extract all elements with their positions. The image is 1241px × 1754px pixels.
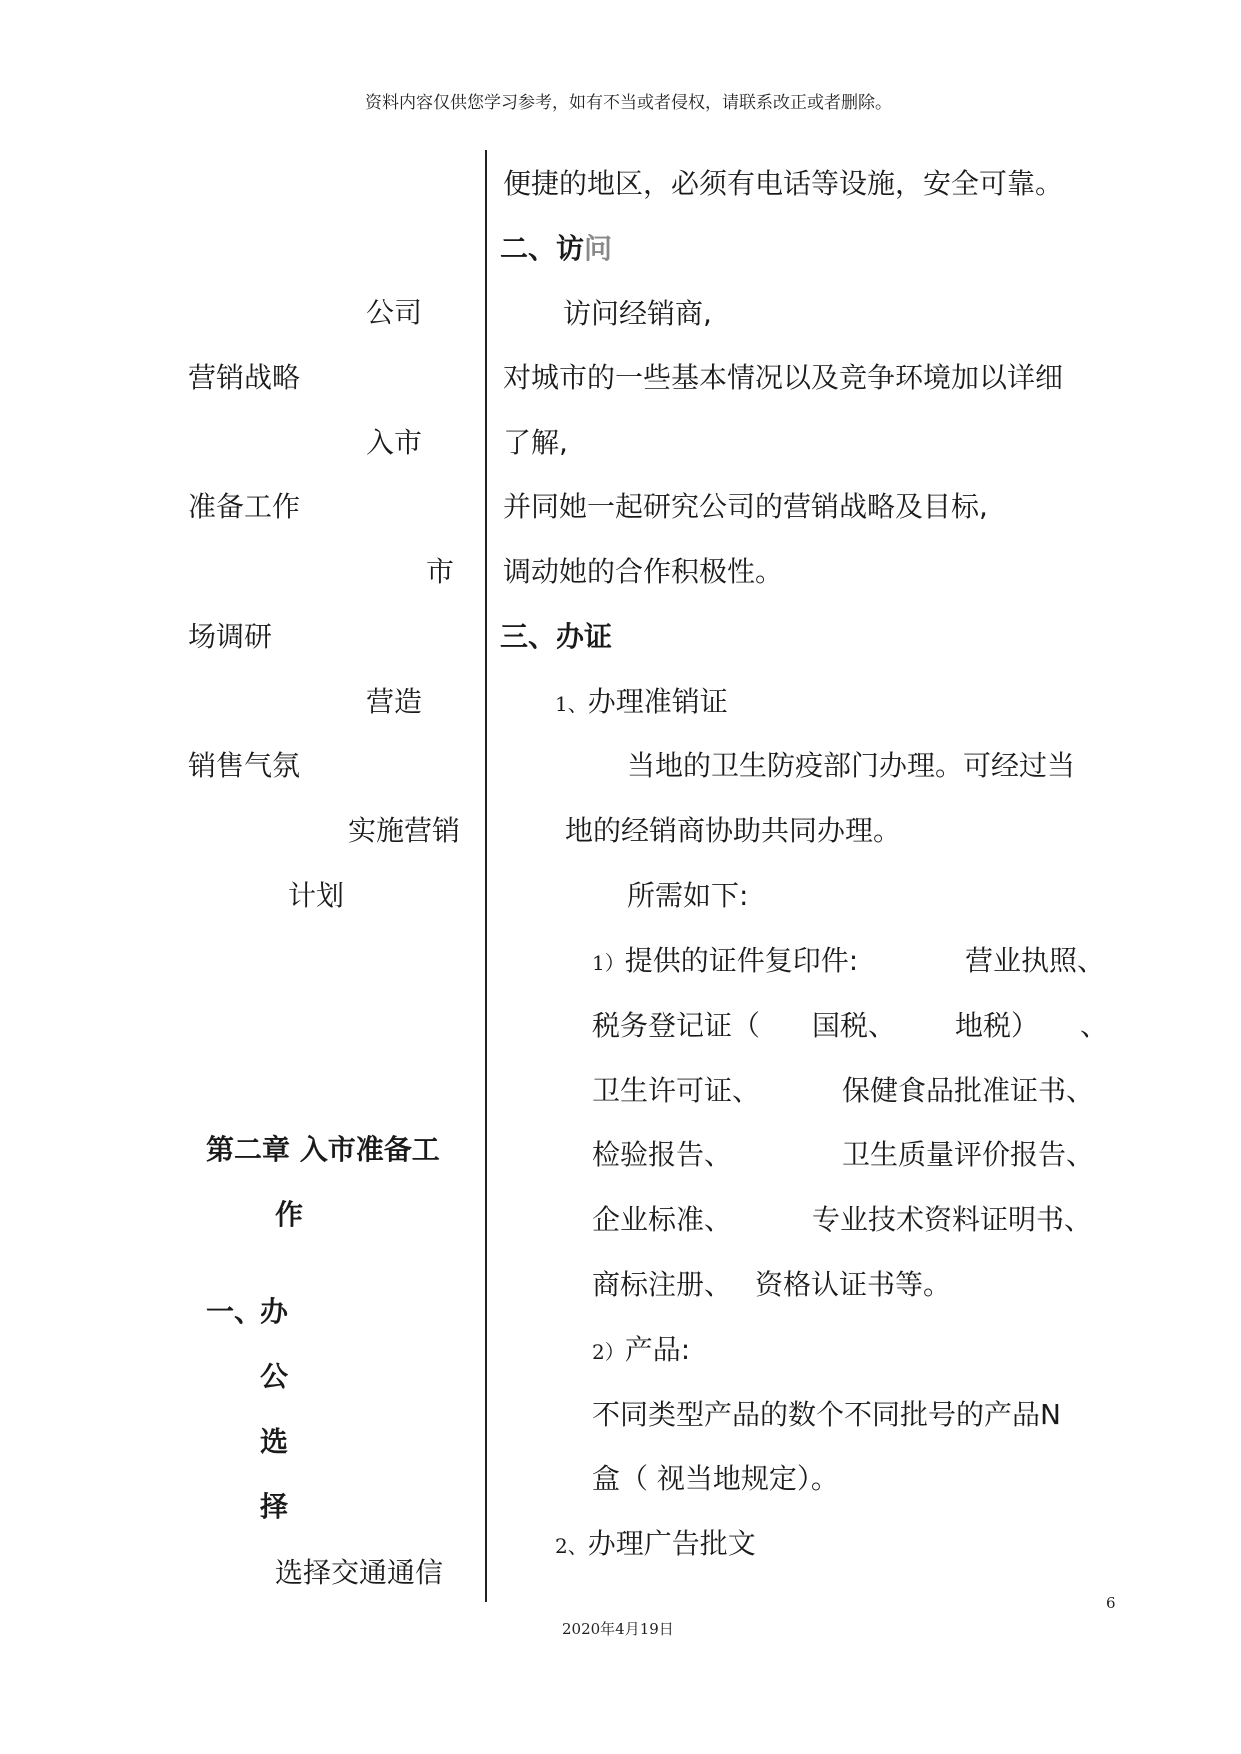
visit-line: 对城市的一些基本情况以及竞争环境加以详细 xyxy=(503,361,1064,394)
left-item: 场调研 xyxy=(188,620,273,653)
chapter-title-cont: 作 xyxy=(275,1198,304,1231)
item2-heading xyxy=(555,1527,756,1563)
left-item: 营造 xyxy=(366,685,423,718)
doc-item: 资格认证书等。 xyxy=(755,1268,952,1301)
left-item: 销售气氛 xyxy=(188,749,301,782)
section-one-char: 公 xyxy=(260,1360,289,1393)
doc-item: 卫生质量评价报告、 xyxy=(842,1138,1095,1171)
left-item: 营销战略 xyxy=(188,361,301,394)
left-item: 准备工作 xyxy=(188,490,301,523)
sub1-heading xyxy=(592,944,858,980)
section-two-title: 二、访 xyxy=(500,232,585,265)
item1-title: 办理准销证 xyxy=(587,685,728,718)
sub1-title: 提供的证件复印件: xyxy=(624,944,859,977)
doc-item: 税务登记证（ xyxy=(592,1009,761,1042)
doc-item: 商标注册、 xyxy=(592,1268,733,1301)
column-divider xyxy=(485,150,487,1602)
sub2-number: 2） xyxy=(592,1340,625,1364)
product-line: 盒（ 视当地规定）。 xyxy=(592,1462,839,1495)
left-item: 市 xyxy=(426,555,455,588)
sub2-heading xyxy=(592,1333,690,1369)
product-line: 不同类型产品的数个不同批号的产品N xyxy=(592,1398,1061,1431)
section-two-heading xyxy=(500,232,612,266)
chapter-title: 第二章 入市准备工 xyxy=(206,1133,440,1166)
doc-item: 地税） xyxy=(955,1009,1040,1042)
section-one-char: 选 xyxy=(260,1425,289,1458)
section-one-char: 办 xyxy=(260,1295,289,1328)
page-number: 6 xyxy=(1106,1594,1116,1612)
item1-desc: 地的经销商协助共同办理。 xyxy=(565,814,902,847)
doc-item: 营业执照、 xyxy=(965,944,1106,977)
visit-line: 并同她一起研究公司的营销战略及目标, xyxy=(503,490,988,523)
section-two-title-faded: 问 xyxy=(584,232,613,265)
section-one-char: 择 xyxy=(260,1490,289,1523)
section-one-body: 选择交通通信 xyxy=(275,1556,444,1589)
left-item: 计划 xyxy=(288,879,345,912)
doc-item: 保健食品批准证书、 xyxy=(842,1074,1095,1107)
doc-item: 专业技术资料证明书、 xyxy=(812,1203,1093,1236)
visit-line: 调动她的合作积极性。 xyxy=(503,555,784,588)
left-item: 入市 xyxy=(366,426,423,459)
item1-heading xyxy=(555,685,728,721)
doc-item: 、 xyxy=(1080,1009,1109,1042)
requirements-label: 所需如下: xyxy=(627,879,749,912)
item1-number: 1、 xyxy=(555,692,588,716)
item2-number: 2、 xyxy=(555,1534,588,1558)
sub1-number: 1） xyxy=(592,951,625,975)
doc-item: 国税、 xyxy=(812,1009,897,1042)
doc-item: 卫生许可证、 xyxy=(592,1074,761,1107)
left-item: 实施营销 xyxy=(348,814,461,847)
left-item: 公司 xyxy=(366,296,423,329)
header-disclaimer: 资料内容仅供您学习参考，如有不当或者侵权，请联系改正或者删除。 xyxy=(365,93,892,113)
item1-desc: 当地的卫生防疫部门办理。可经过当 xyxy=(627,749,1076,782)
sub2-title: 产品: xyxy=(624,1333,691,1366)
footer-date: 2020年4月19日 xyxy=(562,1620,674,1638)
doc-item: 企业标准、 xyxy=(592,1203,733,1236)
doc-item: 检验报告、 xyxy=(592,1138,733,1171)
section-one-prefix: 一、 xyxy=(206,1295,263,1328)
section-three-title: 三、办证 xyxy=(500,620,613,653)
visit-line: 了解, xyxy=(503,426,568,459)
visit-line: 访问经销商, xyxy=(563,297,712,330)
item2-title: 办理广告批文 xyxy=(587,1527,756,1560)
continued-line: 便捷的地区，必须有电话等设施，安全可靠。 xyxy=(503,167,1064,200)
